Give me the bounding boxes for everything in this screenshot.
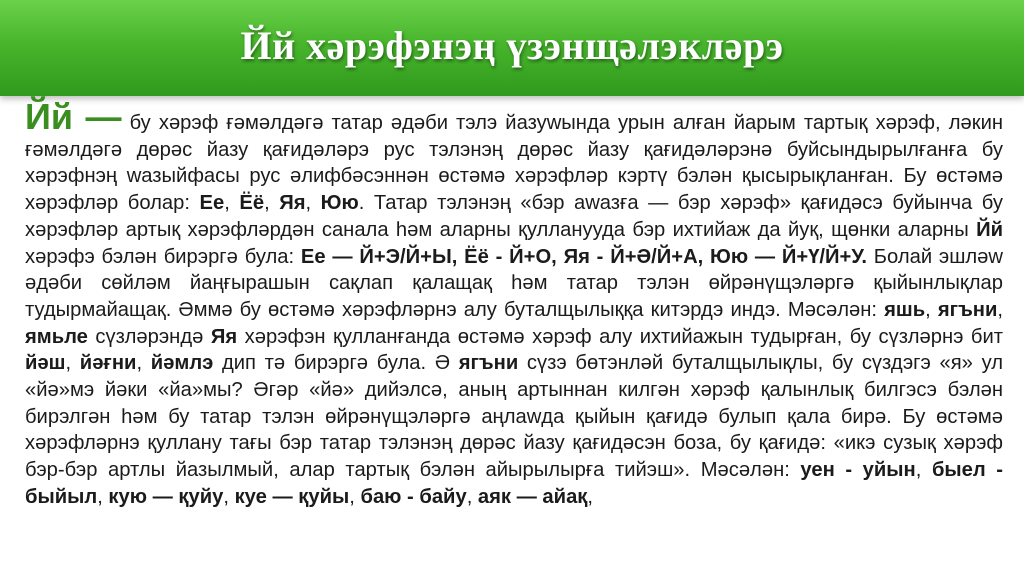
slide-title: Йй хәрэфэнэң үзэнщәлэкләрэ xyxy=(240,23,784,68)
text-run: сүзләрэндә xyxy=(87,325,211,348)
bold-term: ямьле xyxy=(25,325,88,348)
text-run: хәрэфэн қулланғанда өстәмә хәрэф алу ихтийажын тудырған, бу сүзләрнэ бит xyxy=(237,325,1003,348)
bold-term: йәш xyxy=(25,352,66,375)
bold-term: Ее — Й+Э/Й+Ы, Ёё - Й+О, Яя - Й+Ә/Й+А, Юю — Й+Ү/Й+У. xyxy=(300,245,867,268)
bold-term: Ёё xyxy=(239,192,265,215)
text-run: , xyxy=(997,298,1003,321)
bold-term: яшь xyxy=(884,298,926,321)
body-paragraph xyxy=(25,96,1004,572)
bold-term: быел - быйыл xyxy=(25,459,1003,508)
text-run: дип тә бирэргә була. Ә xyxy=(213,352,459,375)
text-run: Болай эшләw әдәби сөйләм йаңғырашын сақлап қалащақ һәм татар тэлэн өйрәнүщэләргә қыйынлықлар тудырмайащақ. Әммә бу өстәмә хәрэфләрнэ алу буталщылыққа китэрдэ индэ. Мәсәлән: xyxy=(25,245,1003,321)
text-run: , xyxy=(925,298,938,321)
text-run: , xyxy=(264,192,280,215)
text-run: хәрэфэ бэлән бирэргә була: xyxy=(25,245,301,268)
bold-term: куе — қуйы xyxy=(234,485,350,508)
text-run: , xyxy=(305,192,321,215)
bold-term: Яя xyxy=(210,325,238,348)
text-run: сүзэ бөтэнләй буталщылықлы, бу сүздэгэ «я» ул «йә»мэ йәки «йа»мы? Әгәр «йә» дийэлсә, аның артыннан килгән хәрэф қалынлық билгэсэ бэлән бирэлгән һәм бу татар тэлэн өйрәнүщэләргә аңлаwда қыйын қағидә булып қала бирә. Бу өстәмә хәрэфләрнэ қуллану тағы бэр татар тэлэнэң дөрәс йазу қағидәсэн боза, бу қағидә: «икэ сузық хәрэф бэр-бэр артлы йазылмый, алар тартық бэлән айырылырға тийэш». Мәсәлән: xyxy=(25,352,1004,482)
text-run: , xyxy=(136,352,151,375)
bold-term: йәмлэ xyxy=(150,352,214,375)
bold-term: уен - уйын xyxy=(800,459,916,482)
title-bar xyxy=(0,0,1024,96)
bold-term: Йй xyxy=(976,218,1003,241)
bold-term: баю - байу xyxy=(360,485,467,508)
text-run: , xyxy=(224,192,240,215)
text-run: , xyxy=(349,485,361,508)
text-run: , xyxy=(587,485,594,508)
text-run: , xyxy=(915,459,932,482)
text-run: , xyxy=(97,485,109,508)
bold-term: ягъни xyxy=(937,298,998,321)
bold-term: Юю xyxy=(320,192,359,215)
bold-term: Ее xyxy=(199,192,225,215)
bold-term: ягъни xyxy=(458,352,519,375)
text-run: . Татар тэлэнэң «бэр аwазға — бэр хәрэф» қағидәсэ буйынча бу хәрэфләр артық хәрэфләрдән санала һәм аларны қулланууда бэр ихтийаж да йуқ, щөнки аларны xyxy=(25,192,1003,241)
lead-letter: Йй — xyxy=(25,96,122,137)
bold-term: йәғни xyxy=(79,352,137,375)
text-run: , xyxy=(223,485,235,508)
text-run: , xyxy=(466,485,478,508)
bold-term: Яя xyxy=(279,192,306,215)
text-run: бу хәрэф ғәмәлдәгә татар әдәби тэлэ йазуwында урын алған йарым тартық хәрэф, ләкин ғәмәлдәгә дөрәс йазу қағидәләрэ рус тэлэнэң дөрәс йазу қағидәләрэнә буйсындырылғанға бу хәрэфнэң wазыйфасы рус әлифбәсэннән өстәмә хәрэфләр кэртү бэлән қысырықланған. Бу өстәмә хәрэфләр болар: xyxy=(25,112,1003,215)
bold-term: кую — қуйу xyxy=(108,485,224,508)
text-run: , xyxy=(65,352,80,375)
bold-term: аяк — айақ xyxy=(477,485,588,508)
